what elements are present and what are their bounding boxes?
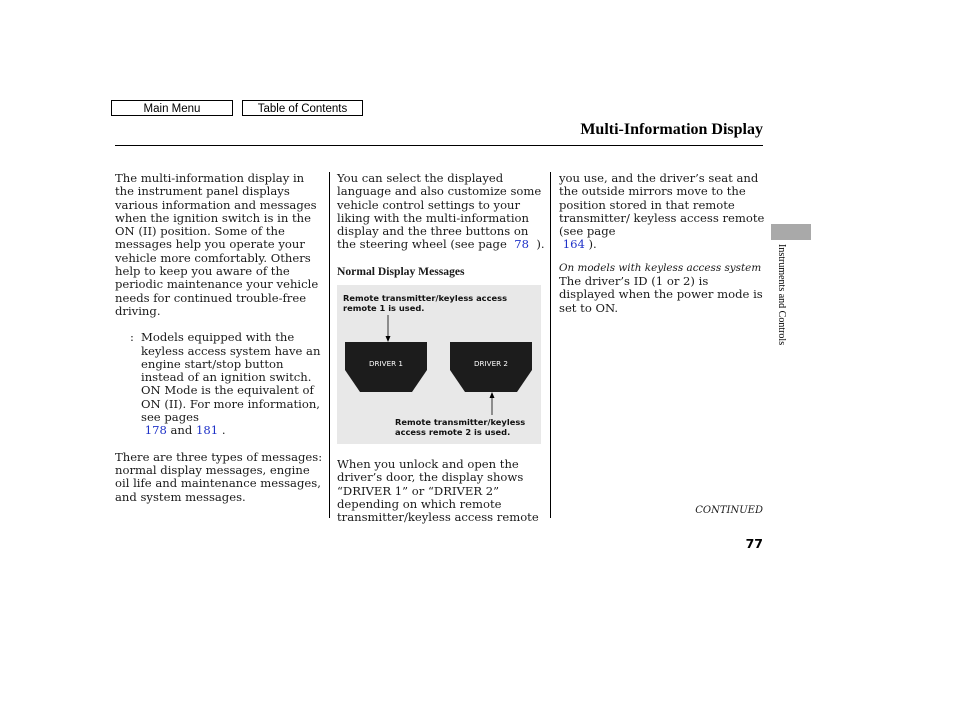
driver-display-figure (337, 285, 541, 444)
section-label: Instruments and Controls (776, 244, 787, 346)
page-link-78[interactable]: 78 (514, 237, 529, 252)
seat-mirror-end: ). (588, 237, 597, 252)
page-number: 77 (745, 536, 763, 551)
arrow-head-2 (490, 392, 495, 398)
page-link-164[interactable]: 164 (562, 237, 585, 252)
column-divider-2 (550, 172, 551, 518)
page-link-181[interactable]: 181 (196, 423, 219, 438)
seat-mirror-text: you use, and the driver’s seat and the outside mirrors move to the position stored in that remote transmitter/ keyless access remote (see page (559, 171, 765, 239)
customize-text: You can select the displayed language and also customize some vehicle control settings to your liking with the multi-information display and the three buttons on the steering wheel (see page (337, 171, 542, 252)
column-1 (115, 172, 323, 504)
keyless-models-note: On models with keyless access system (559, 261, 762, 274)
unlock-paragraph: When you unlock and open the driver’s door, the display shows “DRIVER 1” or “DRIVER 2” depending on which remote transmitter/keyless access remote (337, 457, 539, 525)
driver-display-illustration (337, 285, 541, 444)
customize-end: ). (536, 237, 545, 252)
main-menu-button[interactable]: Main Menu (111, 100, 233, 116)
arrow-head-1 (386, 336, 391, 342)
note-text: Models equipped with the keyless access system have an engine start/stop button instead of an ignition switch. ON Mode is the equivalent of ON (II). For more information, see pages (141, 330, 321, 425)
intro-paragraph: The multi-information display in the instrument panel displays various information and messages when the ignition switch is in the ON (II) position. Some of the messages help you operate your vehicle more comfortably. Others help to keep you aware of the periodic maintenance your vehicle needs for continued trouble-free driving. (115, 171, 319, 318)
screen-label-driver-1: DRIVER 1 (369, 359, 403, 368)
keyless-note (115, 331, 323, 437)
page-title: Multi-Information Display (580, 121, 763, 138)
note-end: . (221, 423, 226, 438)
screen-label-driver-2: DRIVER 2 (474, 359, 508, 368)
note-colon: : (130, 330, 134, 345)
caption-remote-1: Remote transmitter/keyless access remote 1 is used. (343, 293, 508, 313)
title-divider (115, 145, 763, 146)
continued-label: CONTINUED (695, 505, 763, 516)
message-types-paragraph: There are three types of messages: normal display messages, engine oil life and maintenance messages, and system messages. (115, 449, 323, 504)
customize-paragraph (337, 172, 545, 252)
note-and: and (170, 423, 193, 438)
table-of-contents-button[interactable]: Table of Contents (242, 100, 363, 116)
driver-id-paragraph: The driver’s ID (1 or 2) is displayed when the power mode is set to ON. (559, 274, 763, 315)
normal-display-heading: Normal Display Messages (337, 264, 465, 278)
caption-remote-2: Remote transmitter/keyless access remote 2 is used. (395, 417, 526, 437)
column-3 (559, 172, 765, 315)
section-tab (771, 224, 811, 240)
page-link-178[interactable]: 178 (144, 423, 167, 438)
column-divider-1 (329, 172, 330, 518)
seat-mirror-paragraph (559, 172, 765, 252)
